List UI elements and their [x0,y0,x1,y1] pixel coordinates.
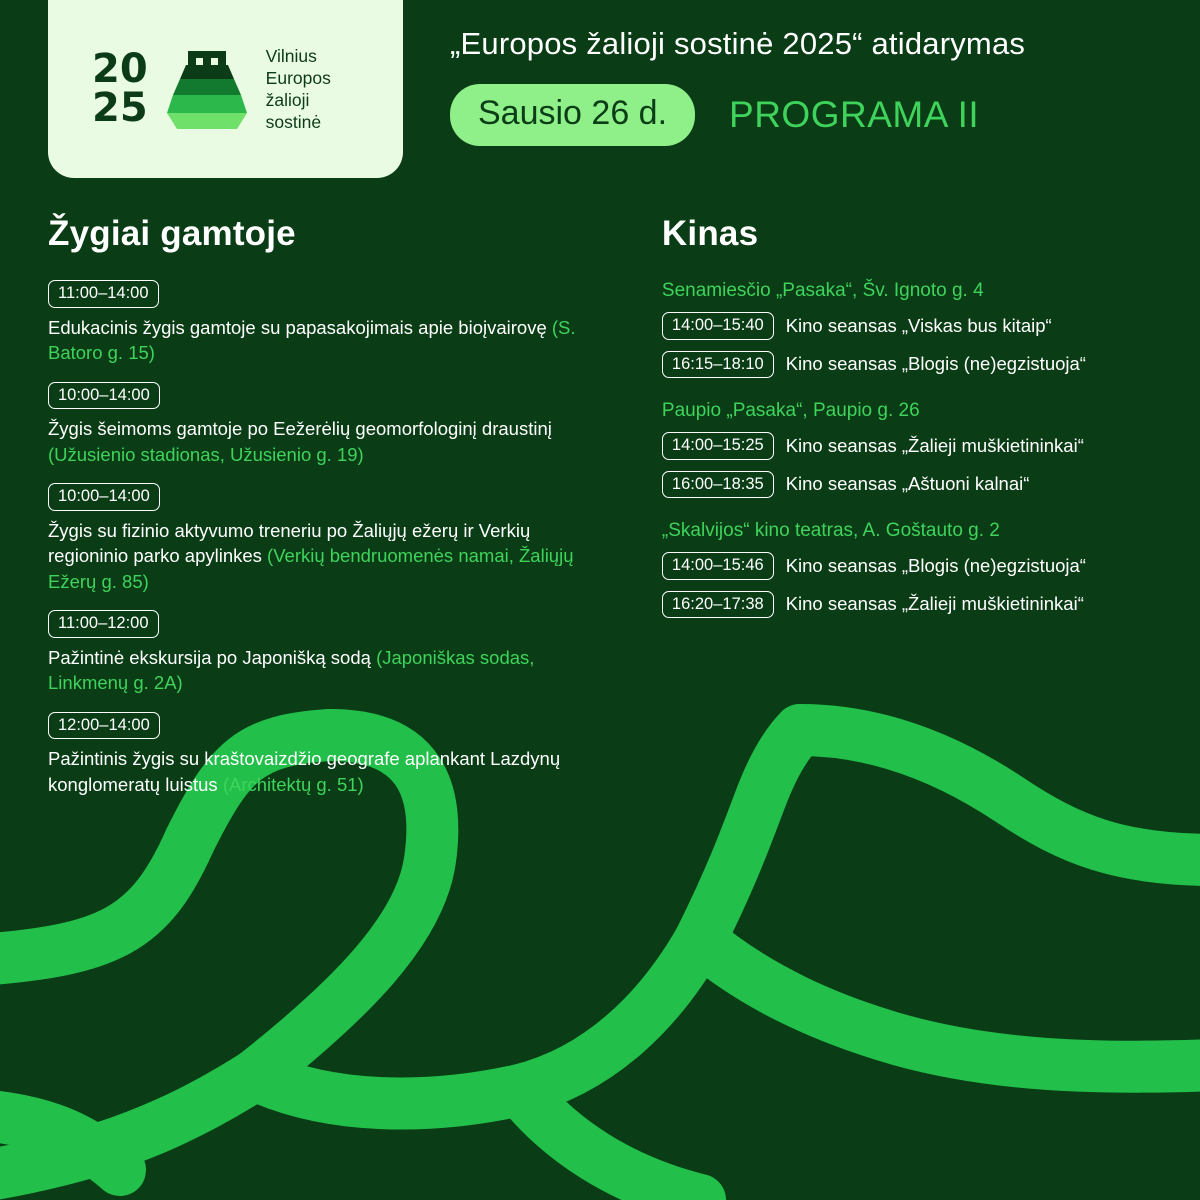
cinema-session-name: Kino seansas „Blogis (ne)egzistuoja“ [785,353,1086,375]
hike-description [48,645,586,696]
date-badge: Sausio 26 d. [450,84,695,146]
hike-location: (Architektų g. 51) [222,773,364,795]
page-header [0,0,1200,182]
time-badge: 10:00–14:00 [48,483,160,511]
hike-description [48,416,586,467]
cinema-venue [662,280,1160,378]
cinema-session-name: Kino seansas „Žalieji muškietininkai“ [785,593,1084,615]
logo-word-zalioji: žalioji [265,90,310,110]
hike-description [48,746,586,797]
cinema-venue-name: Senamiesčio „Pasaka“, Šv. Ignoto g. 4 [661,280,984,301]
cinema-session [662,351,1160,379]
header-text-block [450,26,1160,146]
hike-location: (Užusienio stadionas, Užusienio g. 19) [48,443,364,465]
program-label: PROGRAMA II [729,94,980,135]
cinema-session [662,312,1160,340]
hike-description-text: Pažintinis žygis su kraštovaizdžio geografe aplankant Lazdynų konglomeratų luistus [48,748,561,795]
logo-year-bottom: 25 [92,85,148,131]
cinema-session-name: Kino seansas „Viskas bus kitaip“ [785,314,1052,336]
hike-location: (Japoniškas sodas, Linkmenų g. 2A) [48,646,535,694]
column-cinema [662,214,1160,813]
cinema-session [662,552,1160,580]
logo-wordmark [266,45,331,134]
hike-location: (S. Batoro g. 15) [48,316,576,364]
time-badge: 11:00–12:00 [48,610,159,638]
section-title-hikes: Žygiai gamtoje [48,214,296,253]
cinema-venue-name: „Skalvijos“ kino teatras, A. Goštauto g. 2 [661,520,1000,541]
hike-location: (Verkių bendruomenės namai, Žaliųjų Ežerų g. 85) [48,545,574,592]
cinema-venue [662,520,1160,618]
logo-word-sostine: sostinė [265,112,322,133]
cinema-session [662,471,1160,499]
logo-card [48,0,403,178]
cinema-venue-list [662,280,1160,618]
program-columns [0,182,1200,813]
logo-year [92,45,148,131]
hike-entry [48,382,586,468]
hike-entry [48,483,586,594]
logo-word-vilnius: Vilnius [265,45,317,66]
hike-description-text: Žygis su fizinio aktyvumo treneriu po Žaliųjų ežerų ir Verkių regioninio parko apylinkes [48,519,531,567]
time-badge: 14:00–15:40 [662,312,774,340]
event-title: „Europos žalioji sostinė 2025“ atidarymas [450,26,1026,61]
cinema-session-name: Kino seansas „Aštuoni kalnai“ [785,473,1030,495]
hike-description [48,518,586,595]
time-badge: 11:00–14:00 [48,280,159,308]
hike-description-text: Žygis šeimoms gamtoje po Eežerėlių geomorfologinį draustinį [48,418,552,440]
hike-description-text: Pažintinė ekskursija po Japonišką sodą [48,646,377,668]
time-badge: 16:00–18:35 [662,471,774,499]
column-hikes [48,214,586,813]
section-title-cinema: Kinas [661,214,759,253]
time-badge: 12:00–14:00 [48,712,160,740]
time-badge: 14:00–15:25 [662,432,774,460]
time-badge: 14:00–15:46 [662,552,774,580]
time-badge: 16:15–18:10 [662,351,774,379]
cinema-venue-name: Paupio „Pasaka“, Paupio g. 26 [661,400,920,421]
hike-entry-list [48,280,586,797]
hike-entry [48,712,586,798]
cinema-session [662,591,1160,619]
hike-description [48,315,586,366]
time-badge: 16:20–17:38 [662,591,774,619]
logo-year-top: 20 [92,45,148,92]
cinema-session-name: Kino seansas „Blogis (ne)egzistuoja“ [785,554,1086,576]
cinema-session-name: Kino seansas „Žalieji muškietininkai“ [785,434,1084,456]
hike-entry [48,610,586,696]
hike-description-text: Edukacinis žygis gamtoje su papasakojimais apie bioįvairovę [48,316,552,338]
cinema-venue [662,400,1160,498]
time-badge: 10:00–14:00 [48,382,160,410]
logo-word-europos: Europos [265,67,331,88]
hike-entry [48,280,586,366]
green-capital-emblem-icon [164,43,250,135]
cinema-session [662,432,1160,460]
